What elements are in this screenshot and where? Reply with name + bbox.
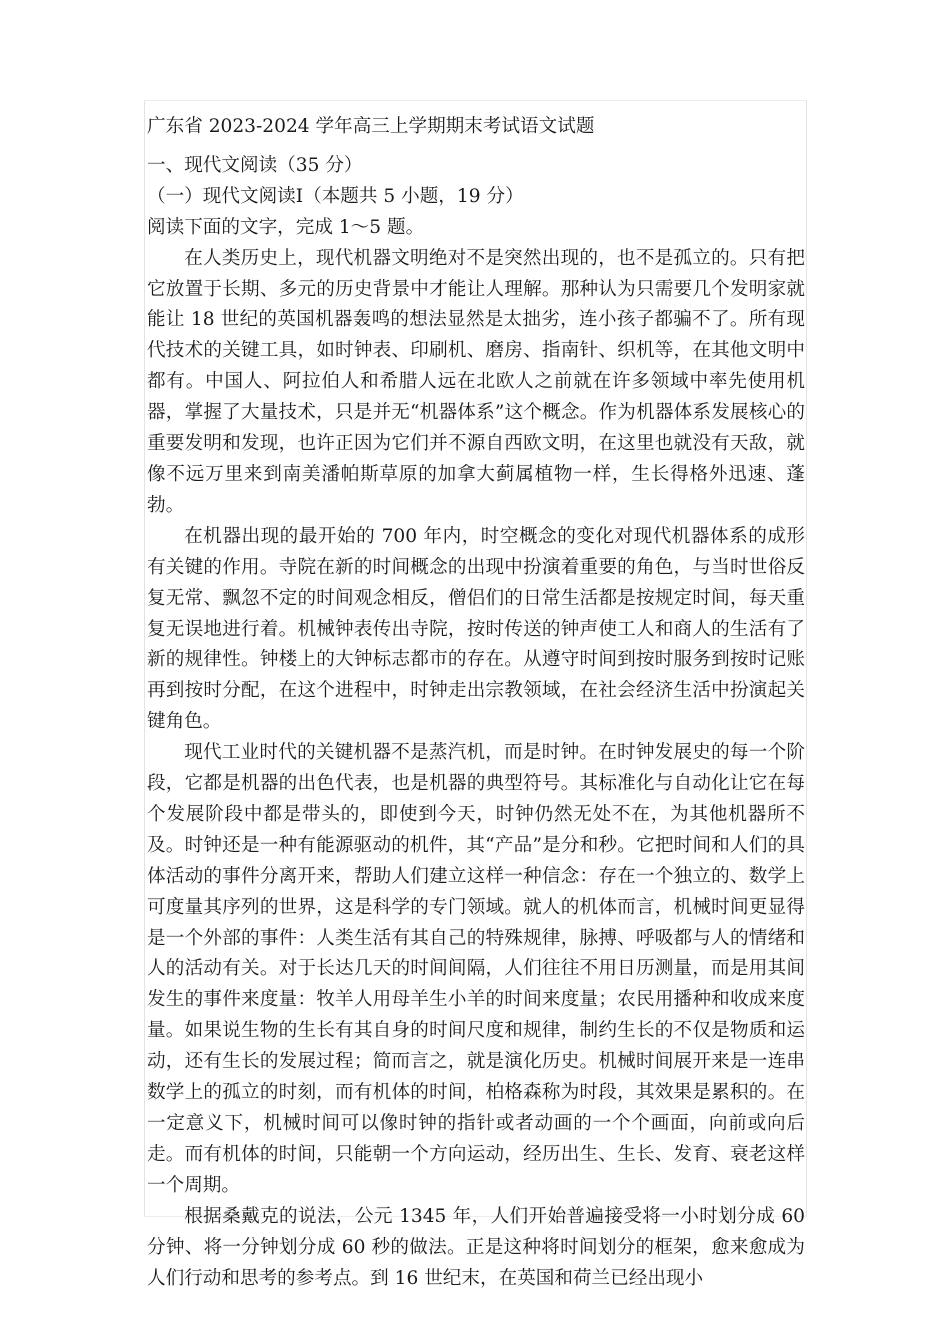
section-heading: 一、现代文阅读（35 分） [147,154,363,176]
paragraph: 在人类历史上，现代机器文明绝对不是突然出现的，也不是孤立的。只有把它放置于长期、多元的历史背景中才能让人理解。那种认为只需要几个发明家就能让 18 世纪的英国机器轰鸣的想法显然是太拙劣，连小孩子都骗不了。所有现代技术的关键工具，如时钟表、印刷机、磨房、指南针、织机等，在其他文明中都有。中国人、阿拉伯人和希腊人远在北欧人之前就在许多领域中率先使用机器，掌握了大量技术，只是并无“机器体系”这个概念。作为机器体系发展核心的重要发明和发现，也许正因为它们并不源自西欧文明，在这里也就没有天敌，就像不远万里来到南美潘帕斯草原的加拿大蓟属植物一样，生长得格外迅速、蓬勃。 [147,247,805,516]
paragraph: 现代工业时代的关键机器不是蒸汽机，而是时钟。在时钟发展史的每一个阶段，它都是机器的出色代表，也是机器的典型符号。其标准化与自动化让它在每个发展阶段中都是带头的，即使到今天，时钟仍然无处不在，为其他机器所不及。时钟还是一种有能源驱动的机件，其“产品”是分和秒。它把时间和人们的具体活动的事件分离开来，帮助人们建立这样一种信念：存在一个独立的、数学上可度量其序列的世界，这是科学的专门领域。就人的机体而言，机械时间更显得是一个外部的事件：人类生活有其自己的特殊规律，脉搏、呼吸都与人的情绪和人的活动有关。对于长达几天的时间间隔，人们往往不用日历测量，而是用其间发生的事件来度量：牧羊人用母羊生小羊的时间来度量；农民用播种和收成来度量。如果说生物的生长有其自身的时间尺度和规律，制约生长的不仅是物质和运动，还有生长的发展过程；简而言之，就是演化历史。机械时间展开来是一连串数学上的孤立的时刻，而有机体的时间，柏格森称为时段，其效果是累积的。在一定意义下，机械时间可以像时钟的指针或者动画的一个个画面，向前或向后走。而有机体的时间，只能朝一个方向运动，经历出生、生长、发育、衰老这样一个周期。 [147,742,805,1196]
paragraph: 在机器出现的最开始的 700 年内，时空概念的变化对现代机器体系的成形有关键的作用。寺院在新的时间概念的出现中扮演着重要的角色，与当时世俗反复无常、飘忽不定的时间观念相反，僧侣们的日常生活都是按规定时间，每天重复无误地进行着。机械钟表传出寺院，按时传送的钟声使工人和商人的生活有了新的规律性。钟楼上的大钟标志都市的存在。从遵守时间到按时服务到按时记账再到按时分配，在这个进程中，时钟走出宗教领域，在社会经济生活中扮演起关键角色。 [147,525,805,733]
document-title: 广东省 2023-2024 学年高三上学期期末考试语文试题 [147,116,595,137]
reading-instruction: 阅读下面的文字，完成 1～5 题。 [147,216,425,238]
paragraph: 根据桑戴克的说法，公元 1345 年，人们开始普遍接受将一小时划分成 60 分钟、将一分钟划分成 60 秒的做法。正是这种将时间划分的框架，愈来愈成为人们行动和思考的参考点。到 16 世纪末，在英国和荷兰已经出现小 [147,1205,805,1289]
document-body [147,112,805,1294]
subsection-heading: （一）现代文阅读Ⅰ（本题共 5 小题，19 分） [147,185,524,207]
